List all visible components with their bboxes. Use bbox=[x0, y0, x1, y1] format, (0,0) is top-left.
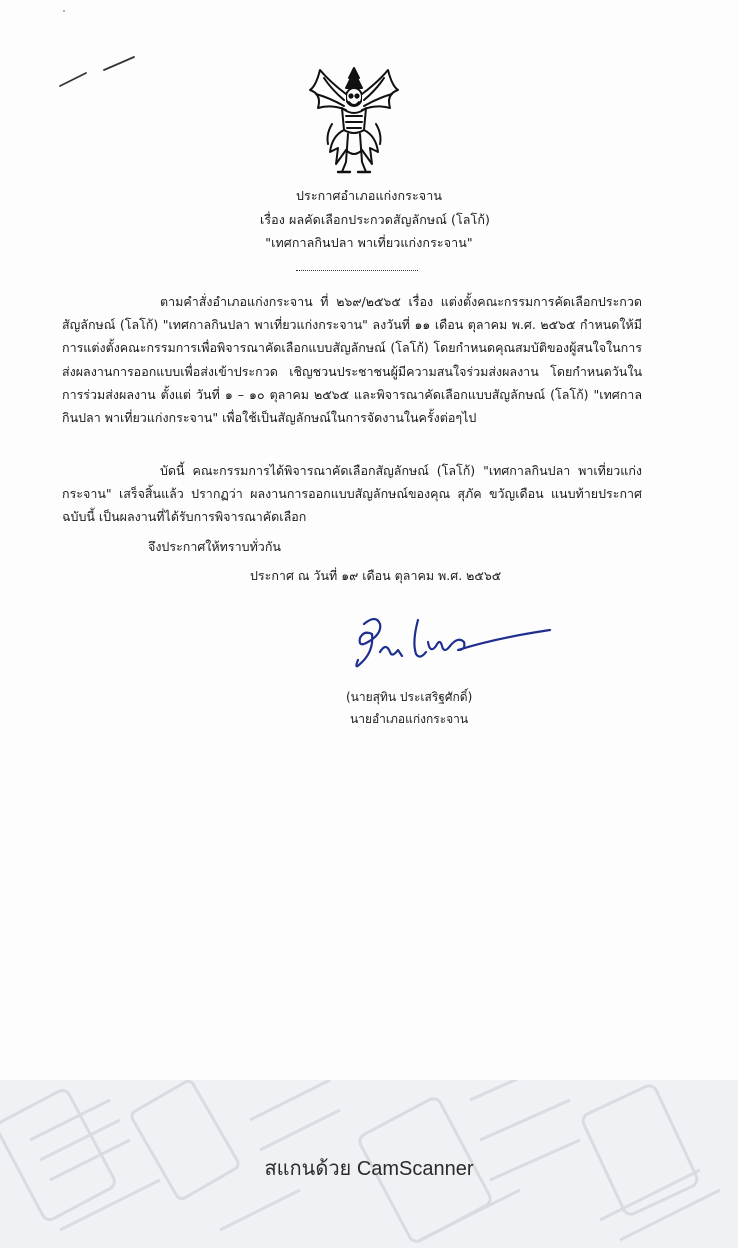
signatory-title: นายอำเภอแก่งกระจาน bbox=[350, 712, 469, 726]
handwritten-signature bbox=[346, 612, 556, 674]
garuda-emblem-icon bbox=[302, 64, 406, 176]
subject-heading: เรื่อง ผลคัดเลือกประกวดสัญลักษณ์ (โลโก้) bbox=[259, 212, 491, 227]
signatory-name: (นายสุทิน ประเสริฐศักดิ์) bbox=[346, 690, 473, 704]
dotted-separator bbox=[296, 270, 418, 271]
festival-title: "เทศกาลกินปลา พาเที่ยวแก่งกระจาน" bbox=[265, 235, 473, 250]
paragraph-order-reference bbox=[62, 290, 642, 429]
paragraph-2-body: กระจาน" เสร็จสิ้นแล้ว ปรากฏว่า ผลงานการออกแบบสัญลักษณ์ของคุณ สุภัค ขวัญเดือน แนบท้ายประกาศ ฉบับนี้ เป็นผลงานที่ได้รับการพิจารณาคัดเลือก bbox=[62, 486, 642, 525]
camscanner-watermark-label: สแกนด้วย CamScanner bbox=[264, 1158, 474, 1180]
issuer-heading: ประกาศอำเภอแก่งกระจาน bbox=[296, 188, 442, 203]
date-line: ประกาศ ณ วันที่ ๑๙ เดือน ตุลาคม พ.ศ. ๒๕๖๕ bbox=[250, 568, 502, 583]
scan-speck bbox=[63, 10, 65, 12]
paragraph-1-lead: ตามคำสั่งอำเภอแก่งกระจาน ที่ ๒๖๙/๒๕๖๕ เรื่อง แต่งตั้งคณะกรรมการคัดเลือกประกวด bbox=[160, 294, 642, 309]
closing-line: จึงประกาศให้ทราบทั่วกัน bbox=[148, 539, 281, 554]
pen-stroke-mark bbox=[58, 52, 138, 92]
paragraph-result bbox=[62, 459, 642, 529]
paragraph-1-body: สัญลักษณ์ (โลโก้) "เทศกาลกินปลา พาเที่ยวแก่งกระจาน" ลงวันที่ ๑๑ เดือน ตุลาคม พ.ศ. ๒๕๖๕ กำหนดให้มีการแต่งตั้งคณะกรรมการเพื่อพิจารณาคัดเลือกแบบสัญลักษณ์ (โลโก้) โดยกำหนดคุณสมบัติของผู้สนใจในการส่งผลงานการออกแบบเพื่อส่งเข้าประกวด เชิญชวนประชาชนผู้มีความสนใจร่วมส่งผลงาน โดยกำหนดวันในการร่วมส่งผลงาน ตั้งแต่ วันที่ ๑ – ๑๐ ตุลาคม ๒๕๖๕ และพิจารณาคัดเลือกแบบสัญลักษณ์ (โลโก้) "เทศกาลกินปลา พาเที่ยวแก่งกระจาน" เพื่อใช้เป็นสัญลักษณ์ในการจัดงานในครั้งต่อๆไป bbox=[62, 317, 642, 426]
paragraph-2-lead: บัดนี้ คณะกรรมการได้พิจารณาคัดเลือกสัญลักษณ์ (โลโก้) "เทศกาลกินปลา พาเที่ยวแก่ง bbox=[160, 463, 642, 478]
